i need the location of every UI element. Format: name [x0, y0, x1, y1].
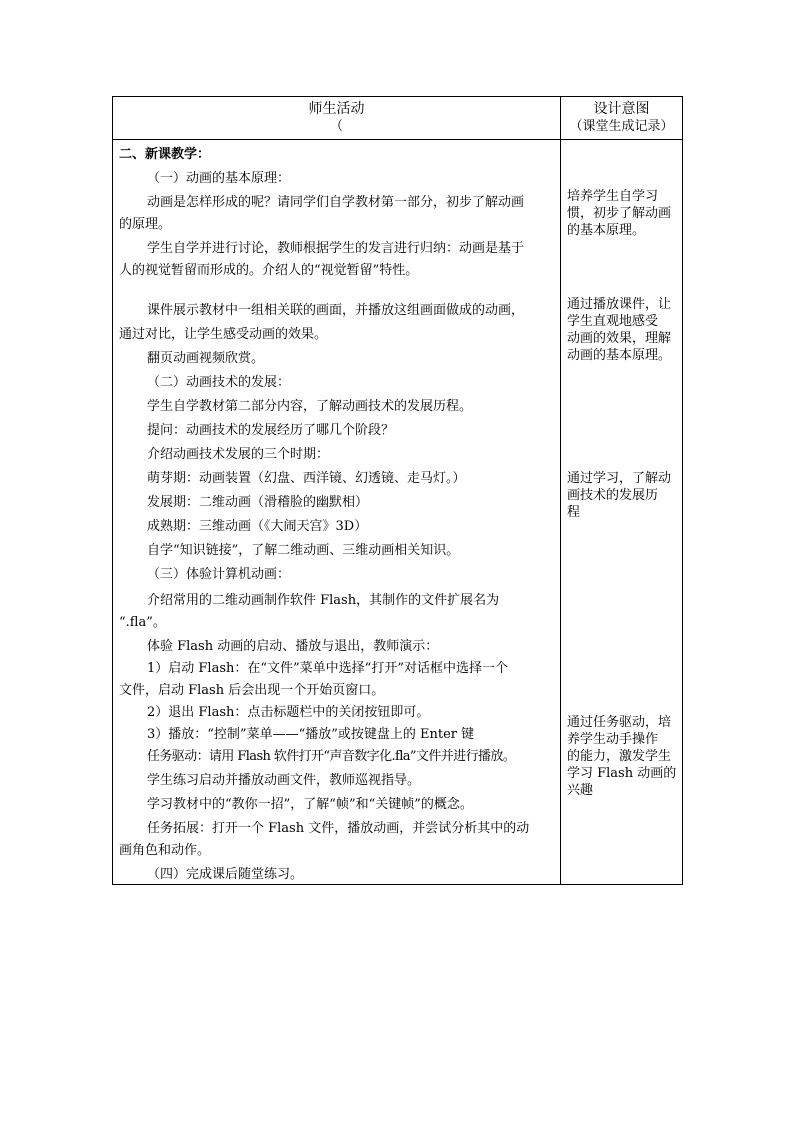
note-line: 学习 Flash 动画的	[567, 766, 677, 781]
paragraph-line: 自学“知识链接”，了解二维动画、三维动画相关知识。	[147, 543, 460, 558]
paragraph-line: 介绍动画技术发展的三个时期：	[147, 447, 330, 462]
content-row	[113, 140, 683, 885]
note-line: 程	[567, 505, 581, 520]
activity-content-cell	[113, 140, 561, 885]
note-line: 动画的基本原理。	[567, 348, 672, 363]
design-note-4	[567, 714, 678, 799]
paragraph-line: 动画是怎样形成的呢？请同学们自学教材第一部分，初步了解动画	[147, 195, 525, 210]
header-row	[113, 97, 683, 140]
header-main-subtitle: （	[329, 119, 343, 134]
paragraph-line: 1）启动 Flash：在“文件”菜单中选择“打开”对话框中选择一个	[147, 661, 508, 676]
paragraph-line: （四）完成课后随堂练习。	[147, 867, 304, 882]
note-line: 学生直观地感受	[567, 314, 659, 329]
header-design-intent	[561, 97, 683, 140]
paragraph-line: 成熟期：三维动画（《大闹天宫》3D）	[147, 519, 368, 534]
paragraph-line: 人的视觉暂留而形成的。介绍人的“视觉暂留”特性。	[119, 263, 419, 278]
paragraph-line: 文件，启动 Flash 后会出现一个开始页窗口。	[119, 683, 385, 698]
header-side-title: 设计意图	[593, 101, 650, 117]
lesson-plan-table	[112, 96, 683, 885]
paragraph-line: 任务驱动：请用 Flash 软件打开“声音数字化.fla”文件并进行播放。	[147, 749, 516, 764]
subsection-heading: （一）动画的基本原理：	[147, 171, 291, 186]
subsection-heading: （二）动画技术的发展：	[147, 375, 291, 390]
design-note-3	[567, 470, 678, 521]
paragraph-line: 翻页动画视频欣赏。	[147, 351, 265, 366]
paragraph-line: 3）播放：“控制”菜单——“播放”或按键盘上的 Enter 键	[147, 727, 475, 742]
header-main-title: 师生活动	[308, 101, 365, 117]
paragraph-line: 通过对比，让学生感受动画的效果。	[119, 327, 328, 342]
design-note-2	[567, 296, 678, 364]
paragraph-line: 的原理。	[119, 217, 172, 232]
note-line: 通过学习，了解动	[567, 471, 672, 486]
paragraph-line: “.fla”。	[119, 615, 166, 630]
note-line: 的能力，激发学生	[567, 749, 672, 764]
note-line: 兴趣	[567, 783, 594, 798]
paragraph-line: 体验 Flash 动画的启动、播放与退出，教师演示：	[147, 639, 439, 654]
paragraph-line: 画角色和动作。	[119, 843, 211, 858]
paragraph-line: 介绍常用的二维动画制作软件 Flash，其制作的文件扩展名为	[147, 593, 500, 608]
design-note-1	[567, 188, 678, 239]
paragraph-line: 发展期：二维动画（滑稽脸的幽默相）	[147, 495, 369, 510]
paragraph-line: 学生自学教材第二部分内容，了解动画技术的发展历程。	[147, 399, 473, 414]
paragraph-line: 学生练习启动并播放动画文件，教师巡视指导。	[147, 773, 421, 788]
paragraph-line: 萌芽期：动画装置（幻盘、西洋镜、幻透镜、走马灯。）	[147, 471, 466, 486]
note-line: 养学生动手操作	[567, 732, 659, 747]
section-heading: 二、新课教学：	[119, 147, 211, 162]
paragraph-line: 课件展示教材中一组相关联的画面，并播放这组画面做成的动画，	[147, 303, 525, 318]
paragraph-line: 学生自学并进行讨论，教师根据学生的发言进行归纳：动画是基于	[147, 241, 525, 256]
note-line: 培养学生自学习	[567, 189, 659, 204]
note-line: 画技术的发展历	[567, 488, 659, 503]
paragraph-line: 任务拓展：打开一个 Flash 文件，播放动画，并尝试分析其中的动	[147, 821, 530, 836]
paragraph-line: 2）退出 Flash：点击标题栏中的关闭按钮即可。	[147, 705, 430, 720]
note-line: 惯，初步了解动画	[567, 206, 672, 221]
subsection-heading: （三）体验计算机动画：	[147, 567, 291, 582]
paragraph-line: 学习教材中的“教你一招”，了解“帧”和“关键帧”的概念。	[147, 797, 473, 812]
note-line: 通过任务驱动，培	[567, 715, 672, 730]
paragraph-line: 提问：动画技术的发展经历了哪几个阶段？	[147, 423, 395, 438]
note-line: 通过播放课件，让	[567, 297, 672, 312]
header-teacher-student-activity	[113, 97, 561, 140]
note-line: 动画的效果，理解	[567, 331, 672, 346]
header-side-subtitle: （课堂生成记录）	[569, 119, 674, 134]
note-line: 的基本原理。	[567, 223, 646, 238]
design-intent-cell	[561, 140, 683, 885]
